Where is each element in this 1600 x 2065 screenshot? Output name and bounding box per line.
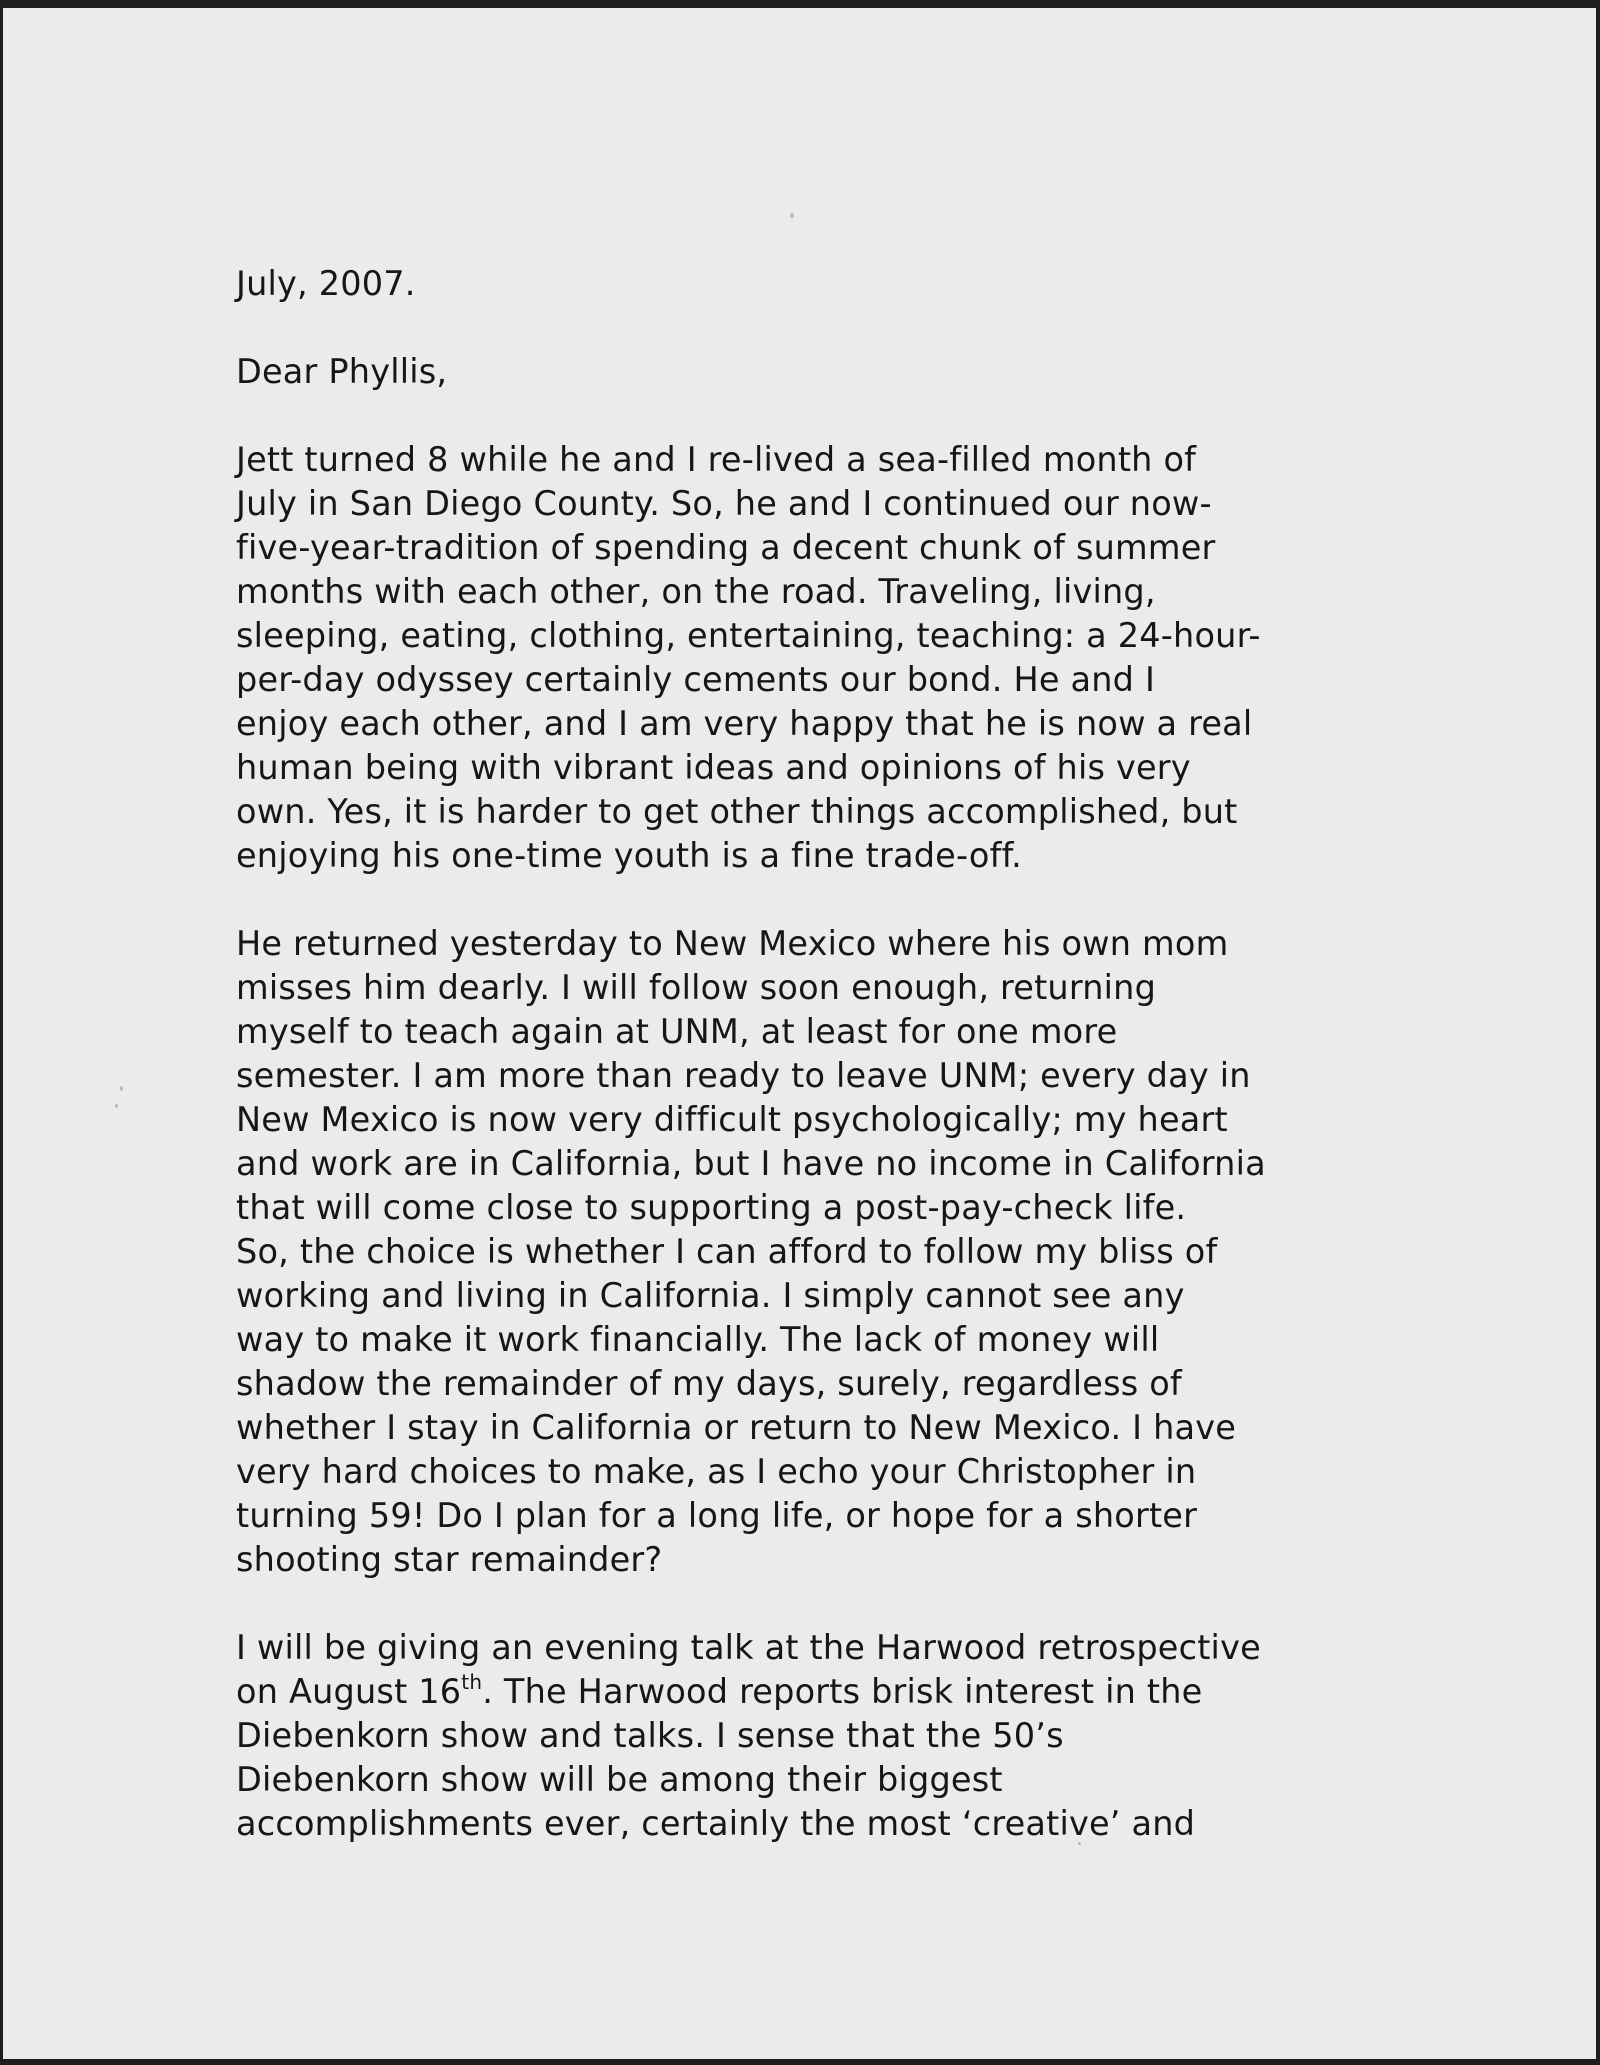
line-text: . The Harwood reports brisk interest in the: [482, 1672, 1203, 1711]
paper-speck: [790, 213, 794, 218]
paragraph-line: New Mexico is now very difficult psychologically; my heart: [236, 1100, 1228, 1139]
paragraph-line: per-day odyssey certainly cements our bond. He and I: [236, 660, 1156, 699]
paragraph-line: that will come close to supporting a post-pay-check life.: [236, 1188, 1187, 1227]
letter-salutation: Dear Phyllis,: [236, 352, 448, 391]
paragraph-line: Jett turned 8 while he and I re-lived a sea-filled month of: [236, 440, 1197, 479]
paragraph-line: I will be giving an evening talk at the Harwood retrospective: [236, 1628, 1261, 1667]
letter-body: [236, 262, 1376, 1890]
paragraph-line: human being with vibrant ideas and opinions of his very: [236, 748, 1191, 787]
paragraph-line: accomplishments ever, certainly the most ‘creative’ and: [236, 1804, 1196, 1843]
paragraph-line: sleeping, eating, clothing, entertaining, teaching: a 24-hour-: [236, 616, 1261, 655]
paragraph-line: very hard choices to make, as I echo your Christopher in: [236, 1452, 1197, 1491]
paper-speck: [115, 1104, 118, 1108]
paragraph-line: myself to teach again at UNM, at least for one more: [236, 1012, 1118, 1051]
paragraph-line: misses him dearly. I will follow soon enough, returning: [236, 968, 1157, 1007]
paragraph-line: Diebenkorn show will be among their biggest: [236, 1760, 1003, 1799]
paragraph-1: [236, 438, 1376, 878]
paragraph-line-with-ordinal: [236, 1670, 1376, 1714]
paragraph-3: [236, 1626, 1376, 1846]
paper-speck: [120, 1086, 123, 1091]
paragraph-line: whether I stay in California or return to New Mexico. I have: [236, 1408, 1237, 1447]
paragraph-line: own. Yes, it is harder to get other things accomplished, but: [236, 792, 1238, 831]
paragraph-line: semester. I am more than ready to leave UNM; every day in: [236, 1056, 1251, 1095]
line-text: on August 16: [236, 1672, 462, 1711]
ordinal-suffix: th: [461, 1670, 483, 1694]
paragraph-line: shooting star remainder?: [236, 1540, 663, 1579]
paragraph-line: months with each other, on the road. Traveling, living,: [236, 572, 1156, 611]
paragraph-line: enjoy each other, and I am very happy that he is now a real: [236, 704, 1253, 743]
paragraph-line: July in San Diego County. So, he and I continued our now-: [236, 484, 1212, 523]
paragraph-line: Diebenkorn show and talks. I sense that the 50’s: [236, 1716, 1064, 1755]
paragraph-line: shadow the remainder of my days, surely, regardless of: [236, 1364, 1182, 1403]
letter-date: July, 2007.: [236, 264, 416, 303]
paragraph-line: and work are in California, but I have no income in California: [236, 1144, 1266, 1183]
paragraph-line: five-year-tradition of spending a decent chunk of summer: [236, 528, 1216, 567]
paragraph-line: working and living in California. I simply cannot see any: [236, 1276, 1185, 1315]
paragraph-line: enjoying his one-time youth is a fine trade-off.: [236, 836, 1022, 875]
paragraph-line: He returned yesterday to New Mexico where his own mom: [236, 924, 1229, 963]
paragraph-line: turning 59! Do I plan for a long life, or hope for a shorter: [236, 1496, 1198, 1535]
paragraph-2: [236, 922, 1376, 1582]
paragraph-line: So, the choice is whether I can afford to follow my bliss of: [236, 1232, 1218, 1271]
paragraph-line: way to make it work financially. The lack of money will: [236, 1320, 1160, 1359]
